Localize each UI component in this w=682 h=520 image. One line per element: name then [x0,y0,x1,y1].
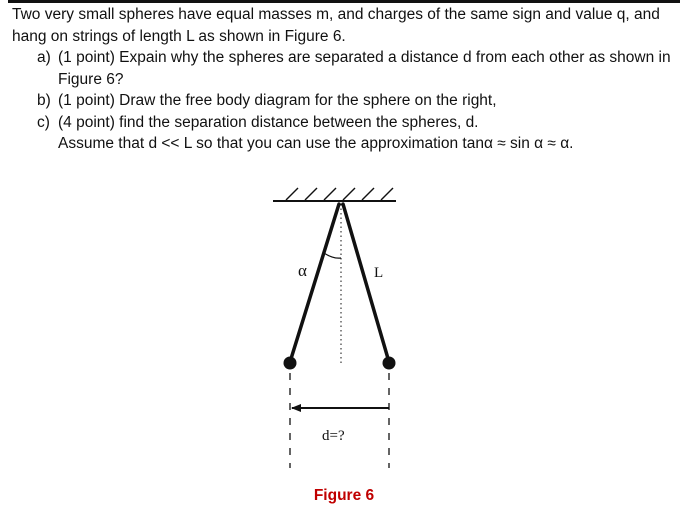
right-string [343,204,389,362]
part-a-text: (1 point) Expain why the spheres are separated a distance d from each other as shown in Figure 6? [58,49,671,88]
part-c-text: (4 point) find the separation distance between the spheres, d. [58,113,479,131]
part-b-marker: b) [37,92,51,109]
right-sphere [383,357,396,370]
ceiling-hatch [286,188,393,200]
figure-caption: Figure 6 [313,487,375,504]
part-a-marker: a) [37,49,51,66]
distance-label: d=? [322,428,345,444]
left-string [290,204,339,362]
assumption-text: Assume that d << L so that you can use the approximation tanα ≈ sin α ≈ α. [58,135,574,152]
angle-label: α [298,261,307,280]
angle-arc [324,253,341,258]
left-sphere [284,357,297,370]
part-c-marker: c) [37,113,50,131]
part-b-text: (1 point) Draw the free body diagram for the sphere on the right, [58,92,497,109]
length-label: L [374,265,384,281]
problem-intro: Two very small spheres have equal masses m, and charges of the same sign and value q, and hang on strings of length L as shown in Figure 6. [12,6,660,45]
